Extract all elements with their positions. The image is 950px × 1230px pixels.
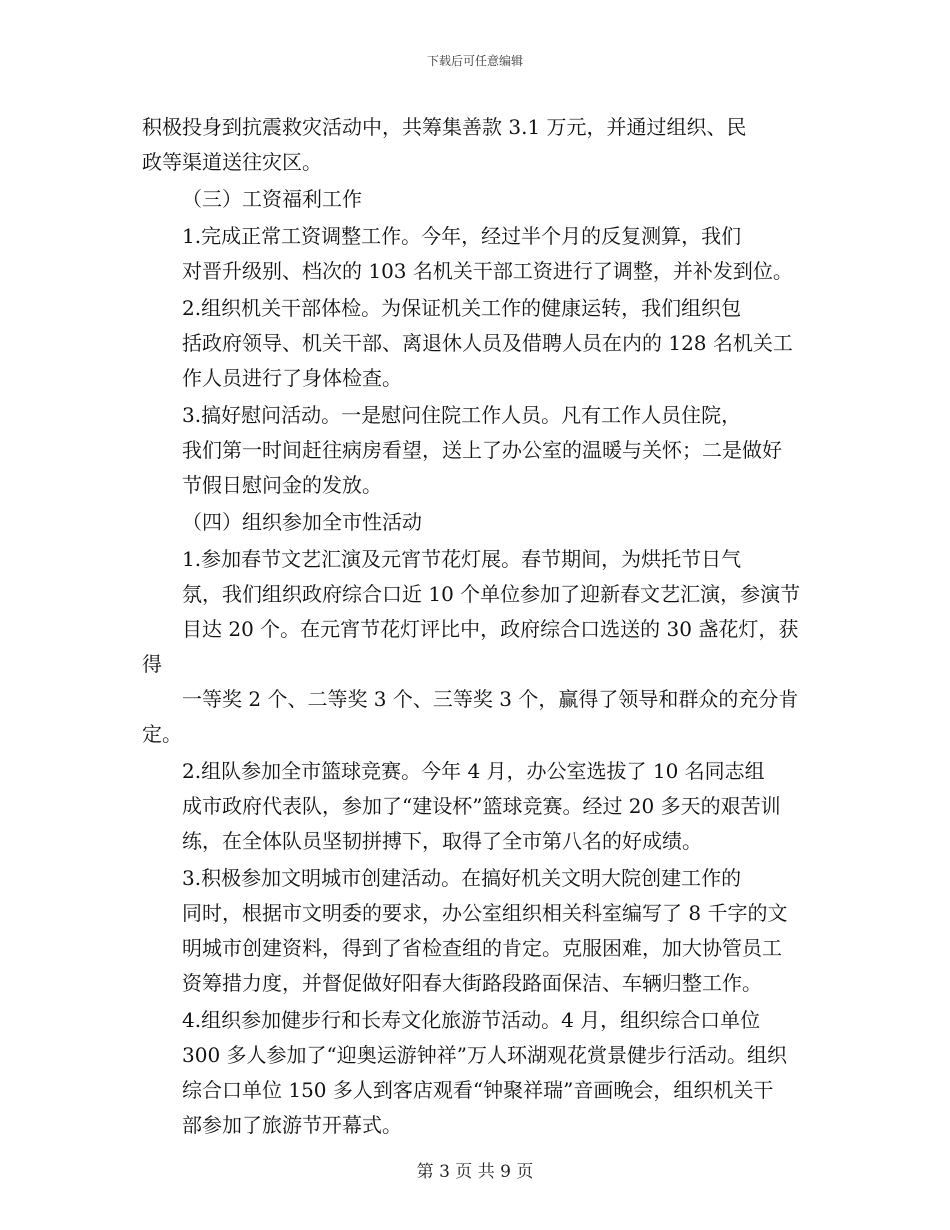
paragraph-line: 2.组队参加全市篮球竞赛。今年 4 月，办公室选拔了 10 名同志组 <box>182 759 765 783</box>
paragraph-line: 积极投身到抗震救灾活动中，共筹集善款 3.1 万元，并通过组织、民 <box>142 115 747 139</box>
paragraph <box>142 1003 812 1143</box>
paragraph-line: 1.完成正常工资调整工作。今年，经过半个月的反复测算，我们 <box>182 224 742 248</box>
paragraph-line: 我们第一时间赶往病房看望，送上了办公室的温暖与关怀；二是做好 <box>182 438 782 462</box>
document-body <box>142 110 812 1145</box>
page-header: 下载后可任意编辑 <box>426 54 523 68</box>
paragraph-line: 明城市创建资料，得到了省检查组的肯定。克服困难，加大协管员工 <box>182 936 782 960</box>
paragraph <box>142 182 812 217</box>
paragraph-line: 目达 20 个。在元宵节花灯评比中，政府综合口选送的 30 盏花灯，获得 <box>142 617 799 676</box>
paragraph-line: 一等奖 2 个、二等奖 3 个、三等奖 3 个，赢得了领导和群众的充分肯定。 <box>142 687 799 746</box>
paragraph-line: 括政府领导、机关干部、离退休人员及借聘人员在内的 128 名机关工 <box>182 331 793 355</box>
paragraph <box>142 505 812 540</box>
paragraph-line: （三）工资福利工作 <box>182 187 362 211</box>
paragraph-line: 4.组织参加健步行和长寿文化旅游节活动。4 月，组织综合口单位 <box>182 1008 761 1032</box>
paragraph-line: 节假日慰问金的发放。 <box>182 473 382 497</box>
paragraph <box>142 110 812 180</box>
paragraph-line: 同时，根据市文明委的要求，办公室组织相关科室编写了 8 千字的文 <box>182 901 788 925</box>
paragraph-line: （四）组织参加全市性活动 <box>182 510 422 534</box>
paragraph-line: 对晋升级别、档次的 103 名机关干部工资进行了调整，并补发到位。 <box>182 259 793 283</box>
paragraph-line: 3.搞好慰问活动。一是慰问住院工作人员。凡有工作人员住院， <box>182 403 742 427</box>
paragraph-line: 氛，我们组织政府综合口近 10 个单位参加了迎新春文艺汇演，参演节 <box>182 582 801 606</box>
page-footer: 第 3 页 共 9 页 <box>416 1162 534 1182</box>
paragraph <box>142 861 812 1001</box>
paragraph <box>142 398 812 503</box>
paragraph-line: 300 多人参加了“迎奥运游钟祥”万人环湖观花赏景健步行活动。组织 <box>182 1043 787 1067</box>
paragraph-line: 作人员进行了身体检查。 <box>182 366 402 390</box>
paragraph-line: 成市政府代表队，参加了“建设杯”篮球竞赛。经过 20 多天的艰苦训 <box>182 794 781 818</box>
paragraph-line: 1.参加春节文艺汇演及元宵节花灯展。春节期间，为烘托节日气 <box>182 547 742 571</box>
paragraph-line: 政等渠道送往灾区。 <box>142 150 322 174</box>
paragraph-line: 2.组织机关干部体检。为保证机关工作的健康运转，我们组织包 <box>182 296 742 320</box>
paragraph <box>142 291 812 396</box>
paragraph-line: 资筹措力度，并督促做好阳春大街路段路面保洁、车辆归整工作。 <box>182 971 762 995</box>
paragraph <box>142 754 812 859</box>
paragraph <box>142 542 812 752</box>
paragraph-line: 综合口单位 150 多人到客店观看“钟聚祥瑞”音画晚会，组织机关干 <box>182 1078 774 1102</box>
paragraph-line: 3.积极参加文明城市创建活动。在搞好机关文明大院创建工作的 <box>182 866 742 890</box>
paragraph <box>142 219 812 289</box>
paragraph-line: 部参加了旅游节开幕式。 <box>182 1113 402 1137</box>
paragraph-line: 练，在全体队员坚韧拼搏下，取得了全市第八名的好成绩。 <box>182 829 702 853</box>
